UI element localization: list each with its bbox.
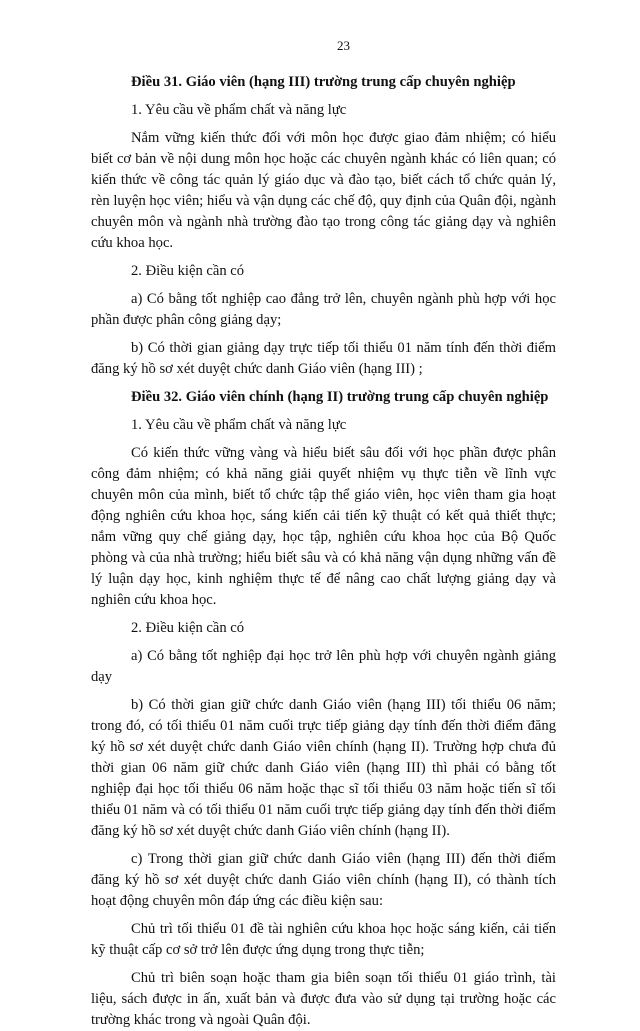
paragraph-condition-a-31: a) Có bằng tốt nghiệp cao đẳng trở lên, chuyên ngành phù hợp với học phần được phân công giảng dạy; — [91, 291, 556, 328]
paragraph-condition-c-item-2: Chủ trì biên soạn hoặc tham gia biên soạn tối thiểu 01 giáo trình, tài liệu, sách được in ấn, xuất bản và được đưa vào sử dụng tại trường hoặc các trường khác trong và ngoài Quân đội. — [91, 970, 556, 1028]
paragraph-condition-c-item-1: Chủ trì tối thiểu 01 đề tài nghiên cứu khoa học hoặc sáng kiến, cải tiến kỹ thuật cấp cơ sở trở lên được ứng dụng trong thực tiễn; — [91, 921, 556, 958]
section-heading-conditions-32: 2. Điều kiện cần có — [131, 620, 245, 636]
article-31-heading: Điều 31. Giáo viên (hạng III) trường trung cấp chuyên nghiệp — [131, 74, 516, 90]
article-32-heading: Điều 32. Giáo viên chính (hạng II) trường trung cấp chuyên nghiệp — [131, 389, 549, 405]
section-heading-conditions: 2. Điều kiện cần có — [131, 263, 245, 279]
paragraph-condition-b-31: b) Có thời gian giảng dạy trực tiếp tối thiểu 01 năm tính đến thời điểm đăng ký hồ sơ xét duyệt chức danh Giáo viên (hạng III) ; — [91, 340, 556, 377]
section-heading-qualities-32: 1. Yêu cầu về phẩm chất và năng lực — [131, 417, 347, 433]
paragraph-condition-b-32: b) Có thời gian giữ chức danh Giáo viên (hạng III) tối thiểu 06 năm; trong đó, có tối thiểu 01 năm cuối trực tiếp giảng dạy tính đến thời điểm đăng ký hồ sơ xét duyệt chức danh Giáo viên chính (hạng II). Trường hợp chưa đủ thời gian 06 năm giữ chức danh Giáo viên (hạng III) thì phải có bằng tốt nghiệp đại học tối thiểu 06 năm hoặc thạc sĩ tối thiểu 03 năm hoặc tiến sĩ tối thiểu 01 năm và có tối thiểu 01 năm cuối trực tiếp giảng dạy tính đến thời điểm đăng ký hồ sơ xét duyệt chức danh Giáo viên chính (hạng II). — [91, 697, 556, 839]
paragraph-qualities-31: Nắm vững kiến thức đối với môn học được giao đảm nhiệm; có hiểu biết cơ bản về nội dung môn học hoặc các chuyên ngành khác có liên quan; có kiến thức về công tác quản lý giáo dục và đào tạo, biết cách tổ chức quản lý, rèn luyện học viên; hiểu và vận dụng các chế độ, quy định của Quân đội, ngành chuyên môn và ngành nhà trường đào tạo trong công tác giảng dạy và nghiên cứu khoa học. — [91, 130, 556, 251]
section-heading-qualities: 1. Yêu cầu về phẩm chất và năng lực — [131, 102, 347, 118]
page-number: 23 — [337, 38, 350, 53]
paragraph-condition-a-32: a) Có bằng tốt nghiệp đại học trở lên phù hợp với chuyên ngành giảng dạy — [91, 648, 556, 685]
paragraph-condition-c-32: c) Trong thời gian giữ chức danh Giáo viên (hạng III) đến thời điểm đăng ký hồ sơ xét duyệt chức danh Giáo viên chính (hạng II), có thành tích hoạt động chuyên môn đáp ứng các điều kiện sau: — [91, 851, 556, 909]
paragraph-qualities-32: Có kiến thức vững vàng và hiểu biết sâu đối với học phần được phân công đảm nhiệm; có khả năng giải quyết nhiệm vụ thực tiễn về lĩnh vực chuyên môn của mình, biết tổ chức tập thể giáo viên, học viên tham gia hoạt động nghiên cứu khoa học, sáng kiến cải tiến kỹ thuật có kết quả thiết thực; nắm vững quy chế giảng dạy, học tập, nghiên cứu khoa học của Bộ Quốc phòng và của nhà trường; hiểu biết sâu và có khả năng vận dụng những vấn đề lý luận dạy học, kinh nghiệm thực tế để nâng cao chất lượng giảng dạy và nghiên cứu khoa học. — [91, 445, 556, 608]
